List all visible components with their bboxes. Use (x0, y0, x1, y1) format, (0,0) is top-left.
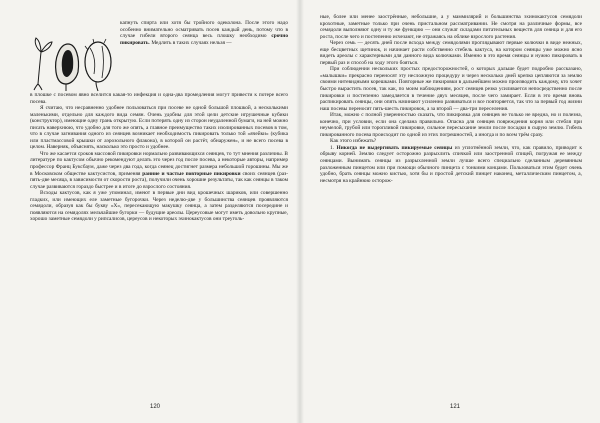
right-paragraph-6: 1. Никогда не выдергивать пикируемые сеянцы из уплотнённой земли, что, как правило, приводит к обрыву корней. Землю следует осторожно разрыхлить спичкой или заостренной спицей, погружая ее между сеянцами. Вынимать сеянцы из разрыхленной земли лучше всего специально сделанным деревянным разложенным пинцетом или при помощи обычного пинцета с тонкими концами. Пользоваться этим будет очень удобно, брать сеянцы можно кистью, хотя бы и простой детский пинцет наконец, металлическим пинцетом, а, несмотря на крайнюю осторож- (320, 144, 583, 184)
right-paragraph-1: ные, более или менее заострённые, небольшие, а у маммилярий и большинства эхинокактусов семядоли крохотные, заметные только при очень пристальном рассматривании. Не смотря на различные формы, все семядоли выполняют одну и ту же функцию — они служат складами питательных веществ для сеянца и для его роста, после чего и постепенно исчезают, не отражаясь на облике взрослого растения. (320, 14, 582, 40)
right-paragraph-5: Как этого избежать? (330, 138, 377, 145)
right-paragraph-4: Итак, можно с полной уверенностью сказать, что пикировка для сеянцев не только не вредна, но и полезна, конечно, при условии, если она сделана правильно. Опасна для сеянцев повреждения корня или стебля при неумелой, грубой или торопливой пикировке, сильное пересыхание земли после посадки в сырую землю. Гибель пикированного посева происходит по одной из этих погрешностей, а иногда и по всем трём сразу. (320, 112, 582, 138)
seedling-figure (30, 22, 114, 92)
figure-side-text: капнуть спирта или хотя бы тройного одеколона. После этого надо особенно внимательно осматривать посев каждый день, потому что в случае гибели второго сеянца весь плошку необходимо срочно пикировать. Медлить в таких случаях нельзя — (120, 20, 288, 46)
right-page-number: 121 (450, 404, 461, 411)
seedling-sprout-icon (34, 38, 52, 90)
book-gutter (296, 0, 304, 423)
left-paragraph-4: Всходы кактусов, как я уже упоминал, имеют в первые дни вид крошечных шариков, или совершенно гладких, или имеющих еле заметные бугорочки. Через неделю-две у большинства сеянцев проявляются семядоли, образуя как бы букву «Х», пересекающую макушку сеянца, а затем разделяются посередине и появляются на семядолях мельчайшие бугорки — будущие ареолы. Цереусовые могут иметь довольно крупные, хорошо заметные семядоли у рипсалисов, цереусов и некоторых эхинокактусов они треуголь- (30, 190, 288, 223)
right-paragraph-2: Через семь — десять дней после всхода между семядолями проглядывают первые колючки в виде нежных, еще бесцветных щетинок, и начинает расти собственно стебель кактуса, на котором сеянцы уже можно ясно видеть ареолы с характерными для данного вида колючками. Именно в это время сеянцы и нужно пикировать в первый раз и способ на ходу этого бояться. (320, 40, 582, 66)
left-page-number: 120 (150, 404, 161, 411)
right-page (300, 0, 600, 423)
left-paragraph-3: Что же касается сроков массовой пикировки нормально развивающихся сеянцев, то тут мнения различны. В литературе по кактусом обычно рекомендуют делать это через год после посева, а некоторые авторы, например профессор Франц Буксбаум, даже через два года, когда сеянец достигнет размера небольшой горошины. Мы же в Московском обществе кактусистов, применяя ранние и частые повторные пикировки своих сеянцев (раз-пять-две месяца, в зависимости от скорости роста), получили очень хорошие результаты, так как сеянцы в таком случае развиваются гораздо быстрее и в итоге до взрослого состояния. (30, 150, 289, 190)
bold-emphasis: ранние и частые повторные пикировки (142, 170, 241, 177)
bold-emphasis: Никогда не выдергивать пикируемые сеянцы (336, 144, 453, 151)
left-paragraph-1: в плошке с посевом явно вселится какая-то инфекция и одна-два промедления могут привести к потере всего посева. (30, 92, 288, 105)
left-paragraph-2: Я считаю, что несравненно удобнее пользоваться при посеве не одной большой плошкой, а несколькими маленькими, отдельно для каждого вида семян. Очень удобны для этой цели детские игрушечные кубики (конструктор), имеющие одну грань открытую. Если потерять одну из сторон неудаленной бумаги, на ней можно писать наверхнюю, что удобно для того же опять, а главное преимущество таких изолированных посевов в том, что в случае загнивания одного из сеянцев возникает необходимость пикировать только той «ячейки» (кубика или пластмассовой крышки от аэрозольного флакона), в которой он растёт, обнаружен», и не всего посева в целом. Наверняк, объяснять, насколько это просто и удобнее. (30, 105, 288, 151)
right-paragraph-3: При соблюдении нескольких простых предосторожностей, о которых дальше будет подробно рассказано, «малышки» прекрасно переносят эту несложную процедуру и через несколько дней крепко цепляются за землю своими нитевидными корешками. Повторные же пикировки в дальнейшем можно производить каждому, кто хочет быстро вырастить посев, так как, по моим наблюдениям, рост сеянцев резко усиливается непосредственно после пикировки и постепенно замедляется в течение двух месяцев, после чего замирает. Если в это время вновь распикировать сеянцы, они опять начинают усиленно развиваться и все повторяется, так что за первый год жизни наш посевы переносят пять-шесть пикировок, а за второй — два-три переселения. (320, 66, 582, 112)
seedling-round-icon (56, 44, 79, 91)
bold-emphasis: срочно пикировать (120, 33, 288, 46)
figure-row (30, 20, 288, 92)
seedling-oval-icon (85, 39, 111, 91)
seedling-drawings (30, 22, 114, 92)
